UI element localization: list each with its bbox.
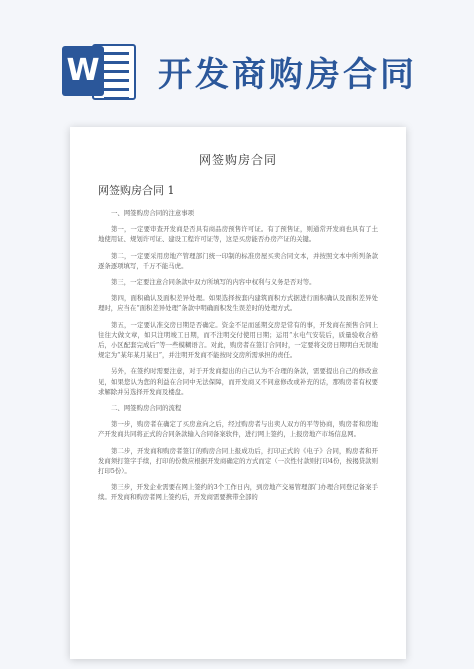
paragraph: 第二，一定要采用房地产管理部门统一印制的标准房屋买卖合同文本，并按照文本中所列条款逐条逐项填写，千万不能马虎。 xyxy=(98,251,378,270)
paragraph: 第三步，开发企业需要在网上签约的3个工作日内，到房地产交易管理部门办理合同登记备案手续。开发商和购房者网上签约后，开发商需要携带全部的 xyxy=(98,483,378,502)
section-heading: 二、网签购房合同的流程 xyxy=(111,404,182,413)
paragraph: 第二步，开发商和购房者签订的购房合同上报成功后，打印正式的《电子》合同，购房者和开发商须打签字手续，打印的份数应根据开发商确定的方式而定（一次性付款则打印4份，按揭贷款则打印5份）。 xyxy=(98,446,378,476)
paragraph: 第三，一定要注意合同条款中双方所填写的内容中权利与义务是否对等。 xyxy=(111,278,316,287)
paragraph: 第一，一定要审查开发商是否具有商品房预售许可证。有了预售证，则通常开发商也具有了土地使用证、规划许可证、建设工程许可证等，这是买房能否办房产证的关键。 xyxy=(98,225,378,244)
paragraph: 另外，在签约时需要注意，对于开发商提出的自己认为不合理的条款，需要提出自己的修改意见，如果您认为您的利益在合同中无法保障，而开发商又不同意修改或补充的话，那购房者有权要求解除并另选择开发商及楼盘。 xyxy=(98,367,378,396)
banner xyxy=(0,0,474,120)
banner-title: 开发商购房合同 xyxy=(158,55,417,95)
section-heading: 一、网签购房合同的注意事项 xyxy=(111,209,195,217)
document-title: 网签购房合同 xyxy=(198,153,277,167)
document-subtitle: 网签购房合同 1 xyxy=(98,184,175,197)
document-body xyxy=(98,208,378,503)
word-document-icon xyxy=(62,36,136,104)
paragraph: 第四，面积确认及面积差异处理。如果选择按套内建筑面积方式据进行面积确认及面积差异处理时，应当在“面积差异处理”条款中明确面积发生误差时的处理方式。 xyxy=(98,294,378,313)
paragraph: 第一步，购房者在确定了买房意向之后，经过购房者与出卖人双方的平等协商，购房者和房地产开发商共同将正式的合同条款输入合同备案软件，进行网上签约，上报房地产市场信息网。 xyxy=(98,420,378,439)
word-badge: W xyxy=(62,46,104,96)
paragraph: 第五，一定要认准交房日期是否确定。资金不足而延期交房是常有的事，开发商在预售合同上往往大做文章，如只注明竣工日期，而不注明交付使用日期；运用“水电气安装后，质量验收合格后，小区配套完成后”等一些模糊语言。对此，购房者在签订合同时，一定要将交房日期明白无误地规定为“某年某月某日”，并注明开发商不能按时交房所需承担的责任。 xyxy=(98,320,378,360)
document-page xyxy=(70,127,406,659)
